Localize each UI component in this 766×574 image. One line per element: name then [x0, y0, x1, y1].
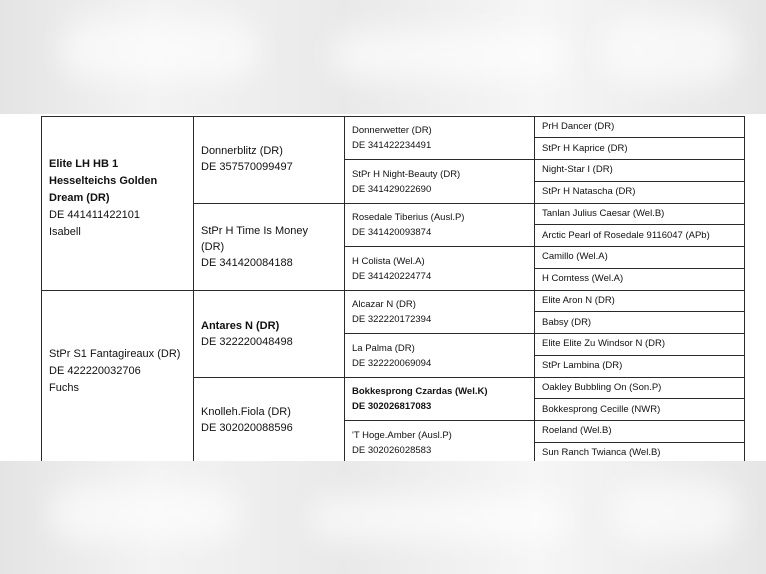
gen4-cell: Arctic Pearl of Rosedale 9116047 (APb): [542, 230, 710, 241]
gen4-cell: Camillo (Wel.A): [542, 251, 608, 262]
gen3-cell: [352, 428, 530, 458]
dam-cell: [49, 346, 189, 397]
blurred-background-bottom: [0, 461, 766, 574]
subject-name-line2: Dream (DR): [49, 192, 110, 204]
gen2-cell: [201, 143, 341, 175]
gen3-cell: [352, 341, 530, 371]
gen2-name-line2: (DR): [201, 241, 225, 253]
gen3-name: Donnerwetter (DR): [352, 125, 432, 136]
gen3-cell: [352, 167, 530, 197]
gen3-reg: DE 341420093874: [352, 227, 432, 238]
gen3-cell: [352, 123, 530, 153]
gen4-cell: StPr H Natascha (DR): [542, 186, 636, 197]
gen4-cell: StPr H Kaprice (DR): [542, 143, 628, 154]
gen3-name: La Palma (DR): [352, 343, 415, 354]
gen2-cell: [201, 223, 341, 271]
subject-color: Isabell: [49, 226, 81, 238]
gen4-cell: Sun Ranch Twianca (Wel.B): [542, 447, 661, 458]
gen3-reg: DE 322220069094: [352, 358, 432, 369]
gen3-cell: [352, 254, 530, 284]
gen4-cell: Oakley Bubbling On (Son.P): [542, 382, 662, 393]
gen3-name: Alcazar N (DR): [352, 299, 416, 310]
gen3-name: 'T Hoge.Amber (Ausl.P): [352, 430, 452, 441]
gen3-cell: [352, 384, 530, 414]
gen3-reg: DE 341420224774: [352, 271, 432, 282]
gen2-cell: [201, 318, 341, 350]
gen4-cell: Bokkesprong Cecille (NWR): [542, 404, 661, 415]
gen2-reg: DE 302020088596: [201, 422, 293, 434]
gen4-cell: Babsy (DR): [542, 317, 592, 328]
gen3-name: Bokkesprong Czardas (Wel.K): [352, 386, 488, 397]
gen4-cell: Elite Aron N (DR): [542, 295, 615, 306]
gen3-reg: DE 341429022690: [352, 184, 432, 195]
gen2-reg: DE 322220048498: [201, 336, 293, 348]
gen3-name: H Colista (Wel.A): [352, 256, 425, 267]
subject-name-line1: Hesselteichs Golden: [49, 175, 158, 187]
gen4-cell: PrH Dancer (DR): [542, 121, 615, 132]
gen4-cell: Roeland (Wel.B): [542, 425, 612, 436]
dam-reg-number: DE 422220032706: [49, 365, 141, 377]
gen2-name: Knolleh.Fiola (DR): [201, 406, 291, 418]
subject-reg-number: DE 441411422101: [49, 209, 140, 221]
gen2-name-line1: StPr H Time Is Money: [201, 225, 308, 237]
pedigree-document: [0, 114, 766, 461]
gen4-cell: Night-Star I (DR): [542, 164, 613, 175]
gen4-cell: Tanlan Julius Caesar (Wel.B): [542, 208, 665, 219]
gen2-reg: DE 357570099497: [201, 161, 293, 173]
dam-name: StPr S1 Fantagireaux (DR): [49, 348, 181, 360]
gen3-name: StPr H Night-Beauty (DR): [352, 169, 461, 180]
gen4-cell: Elite Elite Zu Windsor N (DR): [542, 338, 665, 349]
gen3-cell: [352, 297, 530, 327]
gen3-reg: DE 302026817083: [352, 401, 432, 412]
subject-title: Elite LH HB 1: [49, 158, 119, 170]
gen2-cell: [201, 404, 341, 436]
gen2-name: Donnerblitz (DR): [201, 145, 283, 157]
gen4-cell: StPr Lambina (DR): [542, 360, 623, 371]
gen3-name: Rosedale Tiberius (Ausl.P): [352, 212, 465, 223]
gen3-reg: DE 302026028583: [352, 445, 432, 456]
gen3-reg: DE 341422234491: [352, 140, 432, 151]
subject-horse-cell: [49, 156, 189, 241]
dam-color: Fuchs: [49, 382, 79, 394]
gen4-cell: H Comtess (Wel.A): [542, 273, 624, 284]
blurred-background-top: [0, 0, 766, 114]
gen2-name: Antares N (DR): [201, 320, 280, 332]
gen3-cell: [352, 210, 530, 240]
gen3-reg: DE 322220172394: [352, 314, 432, 325]
gen2-reg: DE 341420084188: [201, 257, 293, 269]
